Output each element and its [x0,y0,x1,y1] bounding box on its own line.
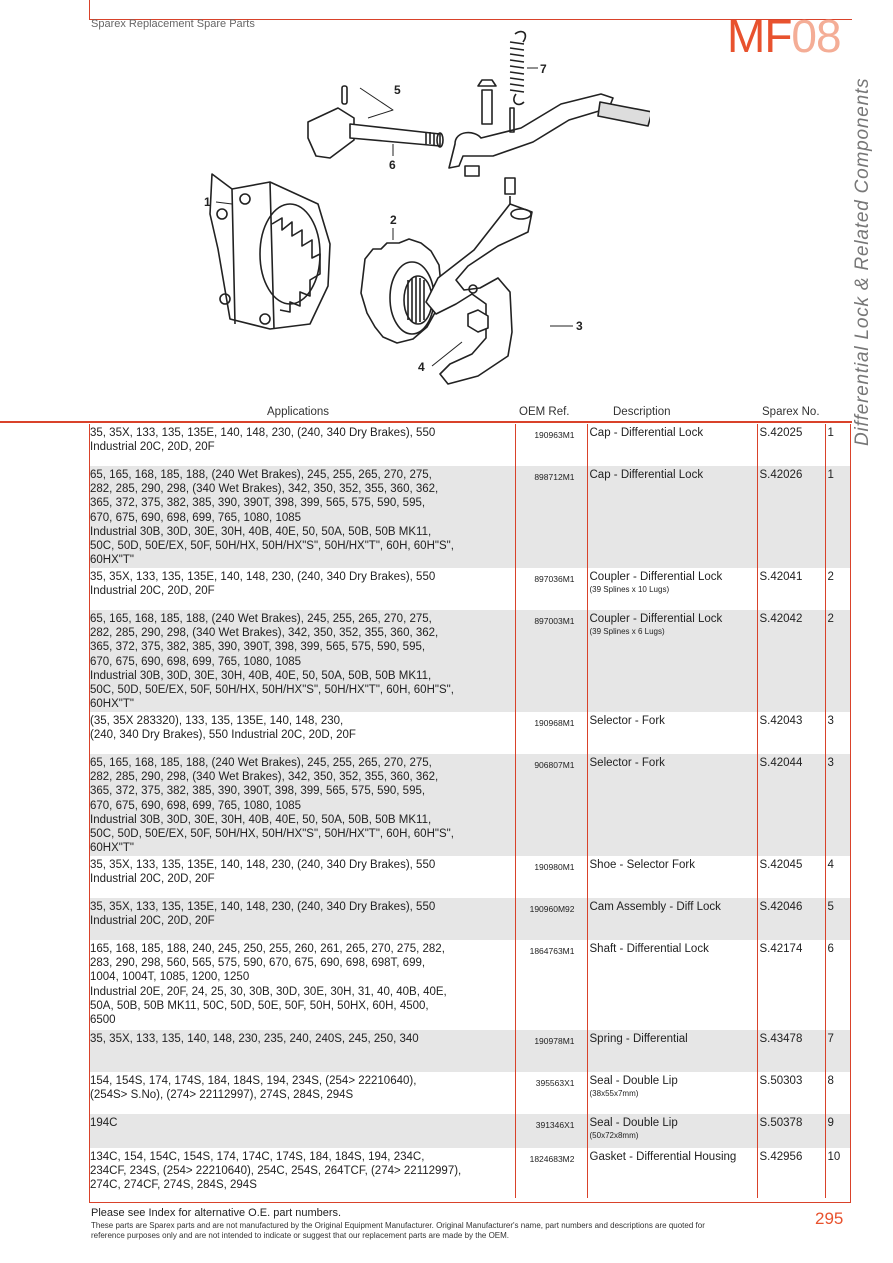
description-text: Seal - Double Lip [589,1117,678,1129]
applications-cell: 35, 35X, 133, 135, 140, 148, 230, 235, 240, 240S, 245, 250, 340 [89,1030,515,1072]
description-text: Coupler - Differential Lock [589,613,723,625]
applications-cell: 165, 168, 185, 188, 240, 245, 250, 255, 260, 261, 265, 270, 275, 282, 283, 290, 298, 560, 565, 575, 590, 670, 675, 690, 698, 698T, 699, 1004, 1004T, 1085, 1200, 1250 Industrial 20E, 20F, 24, 25, 30, 30B, 30D, 30E, 30H, 31, 40, 40B, 40E, 50A, 50B, 50B MK11, 50C, 50D, 50E, 50F, 50H, 50HX, 60H, 4500, 6500 [89,940,515,1030]
side-title: Differential Lock & Related Components [852,77,873,446]
oem-ref-cell: 897036M1 [515,568,587,610]
ref-number-cell: 2 [825,610,851,712]
description-note: (39 Splines x 10 Lugs) [589,585,670,595]
shoe-part [468,310,488,332]
description-text: Selector - Fork [589,715,665,727]
callout-5: 5 [394,83,401,97]
applications-cell: 65, 165, 168, 185, 188, (240 Wet Brakes), 245, 255, 265, 270, 275, 282, 285, 290, 298, (340 Wet Brakes), 342, 350, 352, 355, 360, 362, 365, 372, 375, 382, 385, 390, 390T, 398, 399, 565, 575, 590, 595, 670, 675, 690, 698, 699, 765, 1080, 1085 Industrial 30B, 30D, 30E, 30H, 40B, 40E, 50, 50A, 50B, 50B MK11, 50C, 50D, 50E/EX, 50F, 50H/HX, 50H/HX"S", 50H/HX"T", 60H, 60H"S", 60HX"T" [89,754,515,856]
header-sparex-no: Sparex No. [762,406,820,418]
description-text: Shoe - Selector Fork [589,859,695,871]
section-code [727,9,841,63]
callout-7: 7 [540,62,547,76]
selector-fork-part [426,178,532,384]
ref-number-cell: 10 [825,1148,851,1198]
sparex-no-cell: S.42042 [757,610,825,712]
header-description: Description [613,406,671,418]
description-note: (39 Splines x 6 Lugs) [589,627,665,637]
oem-ref-cell: 1864763M1 [515,940,587,1030]
header-oem-ref: OEM Ref. [519,406,570,418]
sparex-no-cell: S.42026 [757,466,825,568]
oem-ref-cell: 1824683M2 [515,1148,587,1198]
oem-ref-cell: 897003M1 [515,610,587,712]
oem-ref-cell: 395563X1 [515,1072,587,1114]
applications-cell: 35, 35X, 133, 135, 135E, 140, 148, 230, (240, 340 Dry Brakes), 550 Industrial 20C, 20D, 20F [89,568,515,610]
oem-ref-cell: 190968M1 [515,712,587,754]
sparex-no-cell: S.42025 [757,424,825,466]
table-frame [89,424,851,1203]
ref-number-cell: 4 [825,856,851,898]
applications-cell: 154, 154S, 174, 174S, 184, 184S, 194, 234S, (254> 22210640), (254S> S.No), (274> 22112997), 274S, 284S, 294S [89,1072,515,1114]
sparex-no-cell: S.50303 [757,1072,825,1114]
header-applications: Applications [267,406,330,418]
description-text: Coupler - Differential Lock [589,571,723,583]
description-text: Seal - Double Lip [589,1075,678,1087]
sparex-no-cell: S.42046 [757,898,825,940]
ref-number-cell: 1 [825,424,851,466]
ref-number-cell: 5 [825,898,851,940]
exploded-parts-diagram [190,24,650,394]
callout-1: 1 [204,195,211,209]
description-text: Cam Assembly - Diff Lock [589,901,721,913]
index-note: Please see Index for alternative O.E. part numbers. [91,1207,342,1219]
oem-ref-cell: 906807M1 [515,754,587,856]
applications-cell: 35, 35X, 133, 135, 135E, 140, 148, 230, (240, 340 Dry Brakes), 550 Industrial 20C, 20D, 20F [89,856,515,898]
sparex-no-cell: S.42045 [757,856,825,898]
applications-cell: 35, 35X, 133, 135, 135E, 140, 148, 230, (240, 340 Dry Brakes), 550 Industrial 20C, 20D, 20F [89,898,515,940]
oem-ref-cell: 391346X1 [515,1114,587,1148]
section-code-number: 08 [791,10,841,62]
spring-lever-part [449,32,650,176]
description-note: (50x72x8mm) [589,1131,639,1141]
coupler-part [361,239,441,343]
callout-4: 4 [418,360,425,374]
section-code-prefix: MF [727,10,792,62]
description-text: Cap - Differential Lock [589,469,704,481]
description-text: Selector - Fork [589,757,665,769]
sparex-no-cell: S.42044 [757,754,825,856]
applications-cell: 35, 35X, 133, 135, 135E, 140, 148, 230, (240, 340 Dry Brakes), 550 Industrial 20C, 20D, 20F [89,424,515,466]
sparex-no-cell: S.42174 [757,940,825,1030]
callout-6: 6 [389,158,396,172]
sparex-no-cell: S.42043 [757,712,825,754]
sparex-no-cell: S.42041 [757,568,825,610]
ref-number-cell: 6 [825,940,851,1030]
description-text: Shaft - Differential Lock [589,943,709,955]
sparex-no-cell: S.42956 [757,1148,825,1198]
ref-number-cell: 3 [825,712,851,754]
description-text: Gasket - Differential Housing [589,1151,737,1163]
shaft-part [308,86,443,158]
applications-cell: (35, 35X 283320), 133, 135, 135E, 140, 148, 230, (240, 340 Dry Brakes), 550 Industrial 20C, 20D, 20F [89,712,515,754]
sparex-no-cell: S.43478 [757,1030,825,1072]
disclaimer: These parts are Sparex parts and are not manufactured by the Original Equipment Manufacturer. Original Manufacturer's name, part numbers and descriptions are quoted for reference purposes only and are not intended to indicate or suggest that our replacement parts are made by the OEM. [91,1221,705,1240]
cap-part [210,174,330,329]
ref-number-cell: 1 [825,466,851,568]
callout-3: 3 [576,319,583,333]
header-rule [0,421,852,423]
ref-number-cell: 9 [825,1114,851,1148]
callout-2: 2 [390,213,397,227]
ref-number-cell: 8 [825,1072,851,1114]
applications-cell: 65, 165, 168, 185, 188, (240 Wet Brakes), 245, 255, 265, 270, 275, 282, 285, 290, 298, (340 Wet Brakes), 342, 350, 352, 355, 360, 362, 365, 372, 375, 382, 385, 390, 390T, 398, 399, 565, 575, 590, 595, 670, 675, 690, 698, 699, 765, 1080, 1085 Industrial 30B, 30D, 30E, 30H, 40B, 40E, 50, 50A, 50B, 50B MK11, 50C, 50D, 50E/EX, 50F, 50H/HX, 50H/HX"S", 50H/HX"T", 60H, 60H"S", 60HX"T" [89,466,515,568]
description-text: Cap - Differential Lock [589,427,704,439]
description-text: Spring - Differential [589,1033,688,1045]
oem-ref-cell: 190980M1 [515,856,587,898]
description-note: (38x55x7mm) [589,1089,639,1099]
sparex-no-cell: S.50378 [757,1114,825,1148]
oem-ref-cell: 190978M1 [515,1030,587,1072]
oem-ref-cell: 190960M92 [515,898,587,940]
oem-ref-cell: 898712M1 [515,466,587,568]
ref-number-cell: 3 [825,754,851,856]
applications-cell: 194C [89,1114,515,1148]
brand-text: Sparex Replacement Spare Parts [91,18,255,30]
applications-cell: 65, 165, 168, 185, 188, (240 Wet Brakes), 245, 255, 265, 270, 275, 282, 285, 290, 298, (340 Wet Brakes), 342, 350, 352, 355, 360, 362, 365, 372, 375, 382, 385, 390, 390T, 398, 399, 565, 575, 590, 595, 670, 675, 690, 698, 699, 765, 1080, 1085 Industrial 30B, 30D, 30E, 30H, 40B, 40E, 50, 50A, 50B, 50B MK11, 50C, 50D, 50E/EX, 50F, 50H/HX, 50H/HX"S", 50H/HX"T", 60H, 60H"S", 60HX"T" [89,610,515,712]
ref-number-cell: 2 [825,568,851,610]
oem-ref-cell: 190963M1 [515,424,587,466]
applications-cell: 134C, 154, 154C, 154S, 174, 174C, 174S, 184, 184S, 194, 234C, 234CF, 234S, (254> 22210640), 254C, 254S, 264TCF, (274> 22112997), 274C, 274CF, 274S, 284S, 294S [89,1148,515,1198]
ref-number-cell: 7 [825,1030,851,1072]
page-number: 295 [815,1209,844,1228]
